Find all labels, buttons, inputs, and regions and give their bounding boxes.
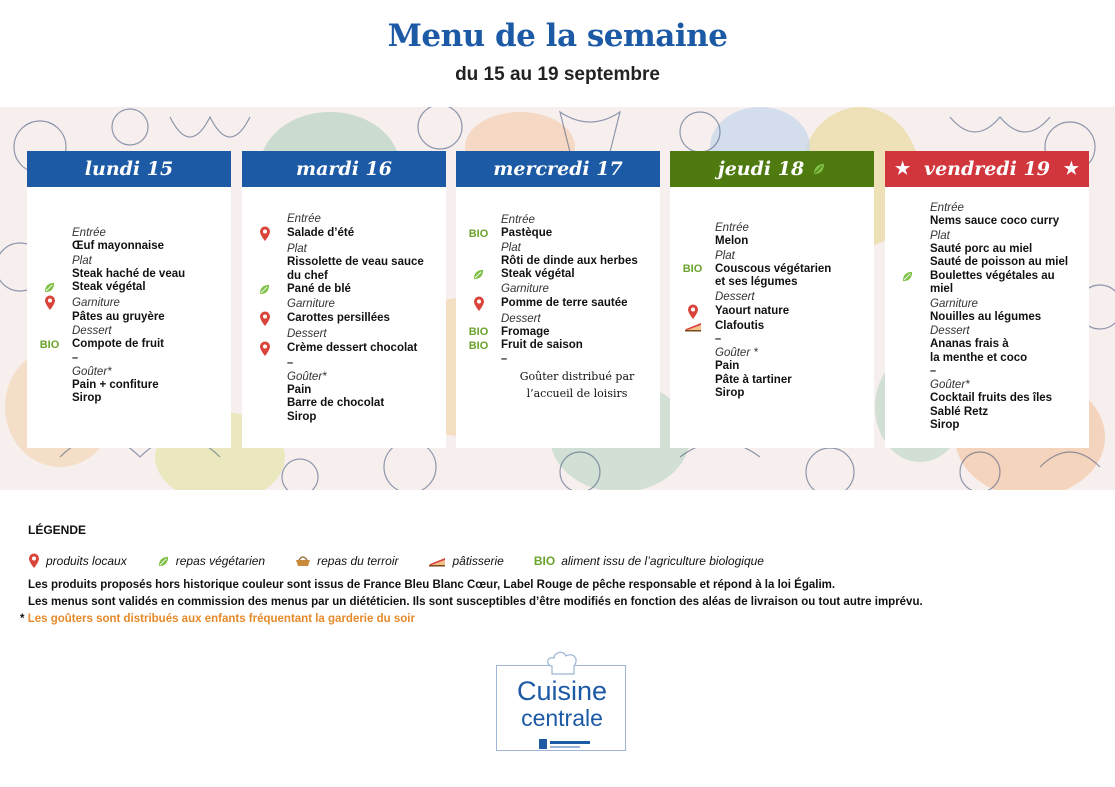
bio-badge: BIO [468,339,489,352]
menu-dish-row [670,320,874,334]
menu-category-row [242,242,446,256]
day-title: jeudi 18 [717,158,805,180]
menu-dish-row [885,256,1089,270]
row-marker [670,304,715,320]
page-title: Menu de la semaine [387,18,728,54]
menu-dish-row [242,256,446,270]
menu-items [242,212,446,424]
row-marker [27,295,72,311]
legend-title: LÉGENDE [28,523,87,537]
menu-dish: Pané de blé [287,283,351,295]
menu-dish-row [670,360,874,374]
leaf-icon [812,162,826,176]
day-card-tuesday [242,151,446,448]
menu-dish: miel [930,283,954,295]
location-pin-icon [473,296,485,312]
menu-dish: Sauté de poisson au miel [930,256,1069,268]
menu-category: Entrée [287,213,321,225]
menu-dish: du chef [287,269,328,282]
bio-badge: BIO [533,554,556,568]
menu-category-row [885,297,1089,311]
menu-category: Entrée [501,214,535,226]
menu-dish-row [670,276,874,290]
page-subtitle: du 15 au 19 septembre [455,64,660,85]
menu-category-row [27,365,231,379]
menu-category-row [242,297,446,311]
menu-dish-row [456,339,660,353]
location-pin-icon [259,311,271,327]
menu-dish: Sauté porc au miel [930,242,1033,255]
menu-dish-row [885,215,1089,229]
day-title: mercredi 17 [493,158,623,180]
menu-dish-row [242,341,446,357]
row-marker [242,226,287,242]
menu-dish: Couscous végétarien [715,262,832,275]
menu-dish-row [242,311,446,327]
menu-dish: Crème dessert chocolat [287,341,418,354]
legend-item-local: produits locaux [28,553,127,569]
menu-dish: Rissolette de veau sauce [287,256,424,268]
menu-category: Plat [501,241,521,254]
menu-dish: Sirop [287,410,317,423]
menu-dish: Pomme de terre sautée [501,296,628,309]
menu-dish-row [885,243,1089,257]
menu-dish-row [27,338,231,352]
legend-item-bio: BIO aliment issu de l’agriculture biologique [533,554,764,568]
menu-dish: Pastèque [501,227,553,239]
chef-hat-icon [542,650,582,678]
menu-dish-row [885,392,1089,406]
menu-dish-row [456,268,660,282]
menu-dish: Sirop [72,392,102,404]
menu-dish: Nems sauce coco curry [930,215,1060,227]
menu-category-row [670,221,874,235]
menu-category-row [885,378,1089,392]
menu-category: Plat [715,249,735,262]
menu-category: Dessert [930,325,970,337]
menu-dish-row [670,374,874,388]
menu-category-row [27,226,231,240]
day-header [242,151,446,187]
location-pin-icon [259,341,271,357]
leaf-icon [258,283,271,296]
bio-badge: BIO [468,326,489,339]
menu-dish-row [885,283,1089,297]
star-icon: ★ [895,159,911,179]
menu-items [456,213,660,402]
menu-dish: Fromage [501,325,550,338]
menu-category-row [242,212,446,226]
menu-category: Entrée [72,227,106,239]
row-marker [456,326,501,338]
menu-dish-row [456,296,660,312]
menu-dish: Pain [715,360,740,372]
separator: – [501,352,508,365]
menu-dish-row [242,411,446,425]
menu-dish: Boulettes végétales au [930,269,1055,282]
menu-category-row [242,370,446,384]
menu-items [670,221,874,401]
leaf-icon [472,268,485,281]
menu-dish-row [242,384,446,398]
menu-category: Goûter* [72,365,112,378]
location-pin-icon [44,295,56,311]
gouter-note: Goûter distribué par [519,369,635,383]
menu-dish-row [456,326,660,340]
legend-item-vegetarian: repas végétarien [157,554,265,568]
menu-dish-row [456,227,660,241]
menu-dish-row [27,281,231,295]
menu-category: Entrée [715,222,749,234]
menu-dish: Sirop [930,419,960,431]
menu-category-row [456,213,660,227]
bio-badge: BIO [682,263,703,276]
menu-category: Dessert [287,327,327,340]
row-marker [27,339,72,351]
menu-dish-row [670,235,874,249]
menu-category: Plat [287,243,307,255]
menu-dish-row [27,240,231,254]
menu-dish: Fruit de saison [501,339,583,351]
asterisk: * [20,613,25,625]
menu-category-row [456,282,660,296]
menu-dish-row [27,311,231,325]
menu-dish: Ananas frais à [930,338,1009,350]
logo-line-2: centrale [521,705,603,731]
cake-slice-icon [428,555,446,567]
menu-dish-row [670,263,874,277]
row-marker [242,341,287,357]
menu-category-row [885,324,1089,338]
menu-dish: Clafoutis [715,319,765,332]
menu-category-row [670,249,874,263]
menu-dish: Sirop [715,387,745,399]
day-title: vendredi 19 [924,158,1050,180]
legend [28,553,788,569]
menu-dish-row [885,406,1089,420]
menu-category: Dessert [715,290,755,303]
menu-dish: Salade d’été [287,227,355,240]
menu-dish-row [242,283,446,297]
star-icon: ★ [1063,159,1079,179]
menu-dish-row [27,392,231,406]
day-title: lundi 15 [84,158,174,180]
separator-row [670,333,874,346]
menu-category-row [27,295,231,311]
menu-category: Goûter* [287,370,327,383]
menu-category: Goûter * [715,347,758,359]
menu-category: Garniture [72,296,120,309]
location-pin-icon [259,226,271,242]
menu-category-row [885,201,1089,215]
day-card-thursday [670,151,874,448]
separator: – [930,365,937,377]
menu-category-row [27,324,231,338]
location-pin-icon [687,304,699,320]
city-crest-icon [537,738,593,750]
menu-category: Plat [72,254,92,267]
menu-category: Entrée [930,202,964,214]
menu-dish-row [670,387,874,401]
day-card-monday [27,151,231,448]
menu-category-row [670,346,874,360]
menu-dish-row [885,338,1089,352]
separator-row [242,357,446,370]
menu-category: Plat [930,229,950,242]
day-header [885,151,1089,187]
menu-dish-row [27,268,231,282]
menu-dish: Compote de fruit [72,338,164,350]
menu-category-row [670,290,874,304]
separator-row [456,353,660,366]
menu-category: Garniture [287,297,335,310]
basket-icon [295,555,311,567]
menu-dish: Rôti de dinde aux herbes [501,254,638,267]
day-header [27,151,231,187]
menu-dish-row [456,255,660,269]
day-header [670,151,874,187]
menu-dish: Steak végétal [72,281,146,293]
cuisine-centrale-logo [496,665,626,751]
menu-dish: Yaourt nature [715,304,790,317]
row-marker [456,340,501,352]
menu-dish: Pâte à tartiner [715,373,792,386]
menu-category: Goûter* [930,379,970,391]
row-marker [242,283,287,296]
menu-items [885,201,1089,433]
bio-badge: BIO [39,338,60,351]
day-title: mardi 16 [296,158,392,180]
menu-dish: Pain + confiture [72,378,159,391]
menu-dish-row [885,311,1089,325]
gouter-note: l’accueil de loisirs [526,386,628,400]
row-marker [670,263,715,275]
menu-category: Dessert [72,325,112,337]
menu-dish: Steak végétal [501,268,575,280]
menu-category: Dessert [501,312,541,325]
menu-category: Garniture [501,282,549,295]
location-pin-icon [28,553,40,569]
menu-dish-row [670,304,874,320]
menu-dish: Cocktail fruits des îles [930,392,1053,404]
menu-items [27,226,231,406]
separator-row [885,365,1089,378]
footer-note-sourcing: Les produits proposés hors historique couleur sont issus de France Bleu Blanc Cœur, Label Rouge de pêche responsable et répond à la loi Égalim. [28,579,836,591]
menu-dish-row [885,352,1089,366]
logo-line-1: Cuisine [516,676,608,706]
menu-category: Garniture [930,297,978,310]
separator: – [72,351,79,364]
day-card-friday [885,151,1089,448]
menu-dish: Barre de chocolat [287,397,385,409]
separator: – [715,333,722,345]
day-card-wednesday [456,151,660,448]
menu-category-row [456,312,660,326]
menu-dish: et ses légumes [715,276,798,288]
menu-dish: Œuf mayonnaise [72,240,165,252]
menu-dish-row [242,226,446,242]
menu-category-row [456,241,660,255]
row-marker [456,296,501,312]
row-marker [670,320,715,332]
menu-dish: Sablé Retz [930,405,989,418]
legend-item-patisserie: pâtisserie [428,554,503,568]
row-marker [885,270,930,283]
menu-dish-row [27,379,231,393]
menu-dish: Pain [287,383,312,396]
footer-note-gouter: * Les goûters sont distribués aux enfants fréquentant la garderie du soir [20,613,415,625]
row-marker [27,281,72,294]
menu-dish: Carottes persillées [287,311,390,324]
leaf-icon [901,270,914,283]
footer-note-validation: Les menus sont validés en commission des menus par un diététicien. Ils sont susceptibles d’être modifiés en fonction des aléas de livraison ou tout autre imprévu. [28,596,923,608]
leaf-icon [157,555,170,568]
bio-badge: BIO [468,227,489,240]
menu-category-row [242,327,446,341]
cake-slice-icon [684,320,702,332]
menu-category-row [27,254,231,268]
separator: – [287,356,294,369]
menu-dish-row [885,270,1089,284]
menu-dish: Pâtes au gruyère [72,310,165,323]
menu-dish-row [242,270,446,284]
menu-dish: la menthe et coco [930,351,1028,364]
row-marker [456,228,501,240]
separator-row [27,352,231,365]
menu-dish-row [242,397,446,411]
row-marker [456,268,501,281]
row-marker [242,311,287,327]
menu-dish: Melon [715,235,749,247]
day-header [456,151,660,187]
menu-category-row [885,229,1089,243]
menu-dish: Steak haché de veau [72,267,186,280]
leaf-icon [43,281,56,294]
menu-dish: Nouilles au légumes [930,310,1042,323]
menu-dish-row [885,419,1089,433]
legend-item-terroir: repas du terroir [295,554,398,568]
